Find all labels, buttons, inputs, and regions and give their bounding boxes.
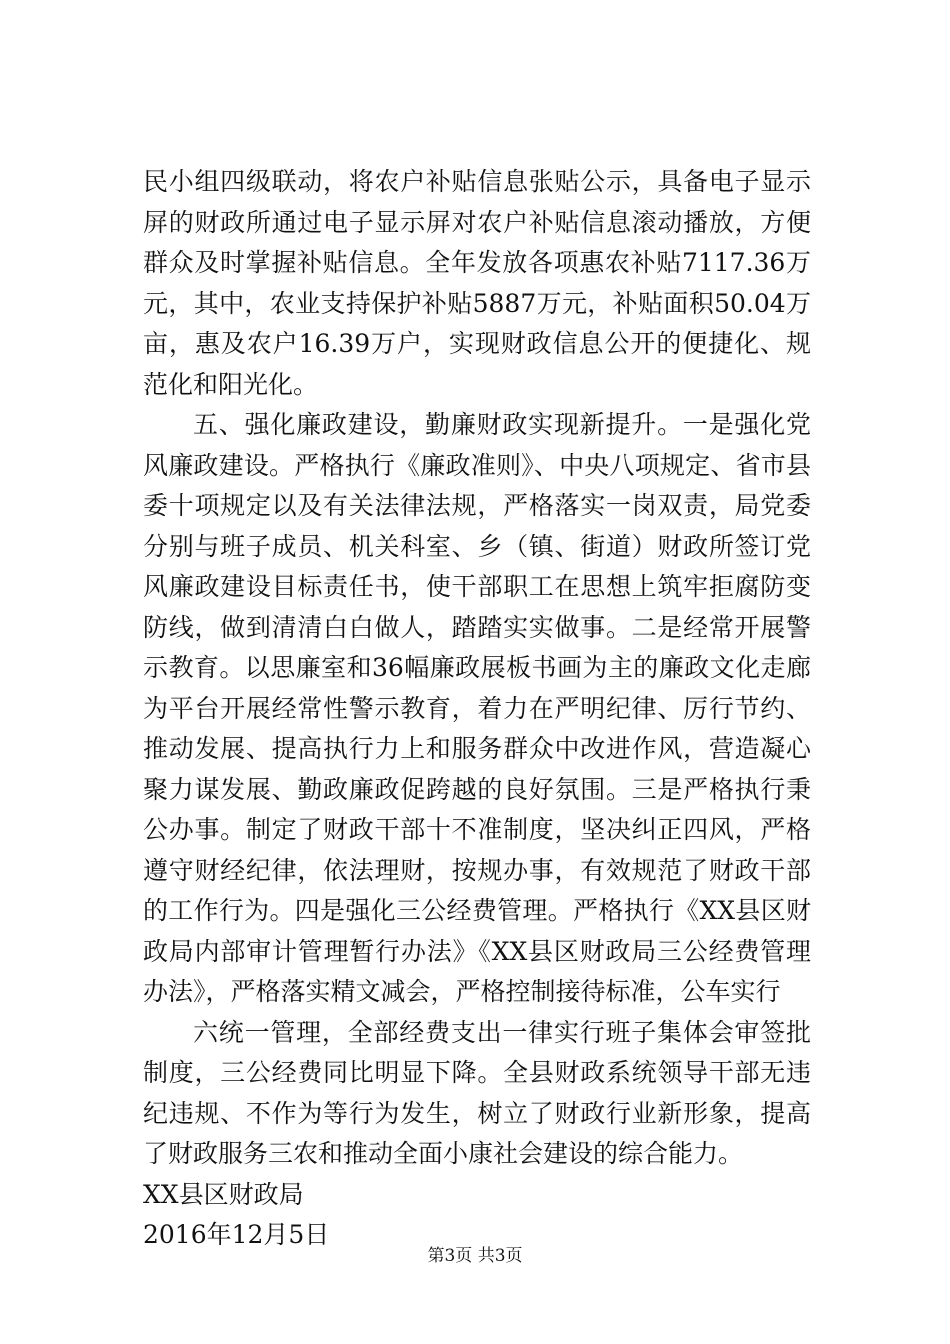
paragraph-continuation: 民小组四级联动，将农户补贴信息张贴公示，具备电子显示屏的财政所通过电子显示屏对农户补贴信息滚动播放，方便群众及时掌握补贴信息。全年发放各项惠农补贴7117.36万元，其中，农业支持保护补贴5887万元，补贴面积50.04万亩，惠及农户16.39万户，实现财政信息公开的便捷化、规范化和阳光化。 [143, 167, 811, 399]
page-footer: 第3页 共3页 [427, 1246, 523, 1266]
signature-organization: XX县区财政局 [143, 1179, 304, 1209]
document-body [143, 162, 811, 1256]
paragraph-closing: 六统一管理，全部经费支出一律实行班子集体会审签批制度，三公经费同比明显下降。全县财政系统领导干部无违纪违规、不作为等行为发生，树立了财政行业新形象，提高了财政服务三农和推动全面小康社会建设的综合能力。 [143, 1017, 811, 1168]
paragraph-section-five: 五、强化廉政建设，勤廉财政实现新提升。一是强化党风廉政建设。严格执行《廉政准则》、中央八项规定、省市县委十项规定以及有关法律法规，严格落实一岗双责，局党委分别与班子成员、机关科室、乡（镇、街道）财政所签订党风廉政建设目标责任书，使干部职工在思想上筑牢拒腐防变防线，做到清清白白做人，踏踏实实做事。二是经常开展警示教育。以思廉室和36幅廉政展板书画为主的廉政文化走廊为平台开展经常性警示教育，着力在严明纪律、厉行节约、推动发展、提高执行力上和服务群众中改进作风，营造凝心聚力谋发展、勤政廉政促跨越的良好氛围。三是严格执行秉公办事。制定了财政干部十不准制度，坚决纠正四风，严格遵守财经纪律，依法理财，按规办事，有效规范了财政干部的工作行为。四是强化三公经费管理。严格执行《XX县区财政局内部审计管理暂行办法》《XX县区财政局三公经费管理办法》，严格落实精文减会，严格控制接待标准，公车实行 [143, 410, 811, 1006]
signature-date: 2016年12月5日 [143, 1220, 330, 1249]
